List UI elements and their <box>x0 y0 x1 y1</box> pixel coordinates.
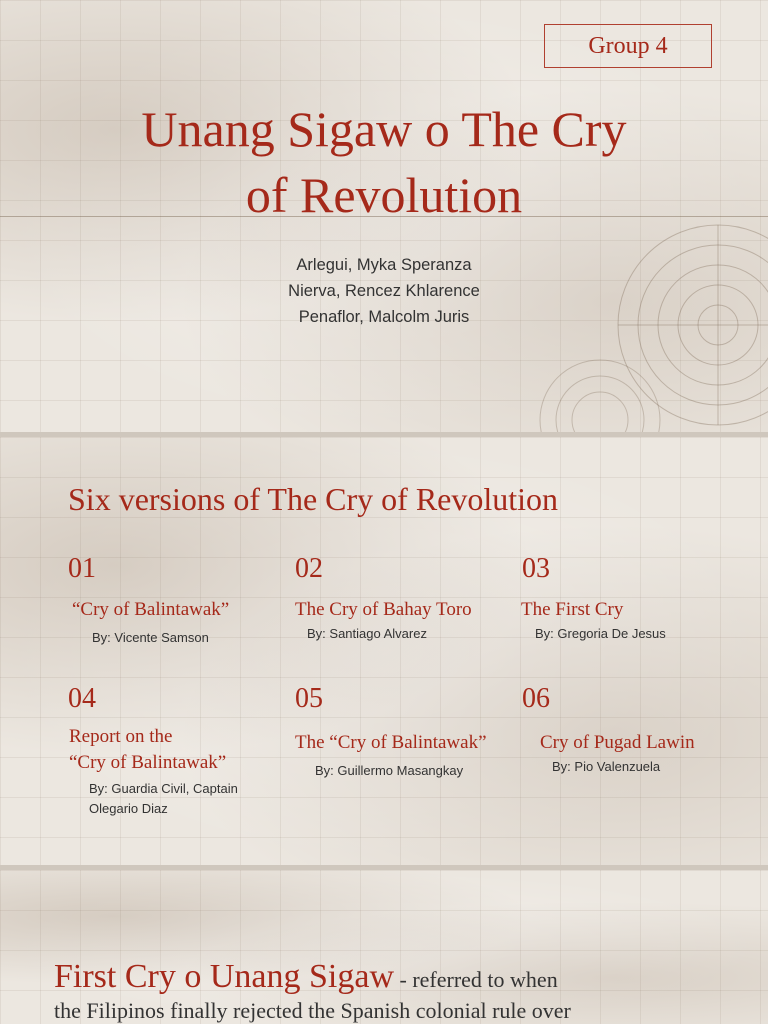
item-title-03: The First Cry <box>521 599 624 620</box>
decorative-arc-icon <box>530 330 670 432</box>
item-author-01: By: Vicente Samson <box>92 630 209 645</box>
item-number-03: 03 <box>522 553 550 584</box>
heading-continuation: referred to when <box>412 967 558 992</box>
first-cry-body-line: the Filipinos finally rejected the Spanish colonial rule over <box>54 998 571 1023</box>
item-number-04: 04 <box>68 683 96 714</box>
item-title-01: “Cry of Balintawak” <box>72 599 230 620</box>
author-3: Penaflor, Malcolm Juris <box>298 308 470 326</box>
item-title-02: The Cry of Bahay Toro <box>295 599 472 620</box>
item-number-01: 01 <box>68 553 96 584</box>
section-title: Six versions of The Cry of Revolution <box>68 481 559 517</box>
item-author-04 <box>89 779 238 819</box>
item-author-05: By: Guillermo Masangkay <box>315 763 464 778</box>
group-label: Group 4 <box>544 24 712 68</box>
item-author-06: By: Pio Valenzuela <box>552 759 661 774</box>
item-number-02: 02 <box>295 553 323 584</box>
item-number-06: 06 <box>522 683 550 714</box>
title-line-2: of Revolution <box>245 167 523 223</box>
item-title-06: Cry of Pugad Lawin <box>540 732 695 753</box>
item-author-02: By: Santiago Alvarez <box>307 626 427 641</box>
item-number-05: 05 <box>295 683 323 714</box>
item-title-05: The “Cry of Balintawak” <box>295 732 487 753</box>
slide-title <box>0 96 768 228</box>
item-author-04-line-2: Olegario Diaz <box>89 801 168 816</box>
author-1: Arlegui, Myka Speranza <box>296 256 472 274</box>
heading-dash: - <box>394 967 413 992</box>
item-title-04 <box>69 724 226 776</box>
item-title-04-line-2: “Cry of Balintawak” <box>69 752 227 773</box>
title-slide <box>0 0 768 432</box>
item-title-04-line-1: Report on the <box>69 726 173 747</box>
first-cry-heading-line <box>54 958 558 996</box>
item-author-03: By: Gregoria De Jesus <box>535 626 666 641</box>
first-cry-slide <box>0 870 768 1024</box>
title-line-1: Unang Sigaw o The Cry <box>141 101 627 157</box>
versions-slide <box>0 437 768 865</box>
item-author-04-line-1: By: Guardia Civil, Captain <box>89 781 238 796</box>
first-cry-heading: First Cry o Unang Sigaw <box>54 958 394 995</box>
author-2: Nierva, Rencez Khlarence <box>288 282 480 300</box>
